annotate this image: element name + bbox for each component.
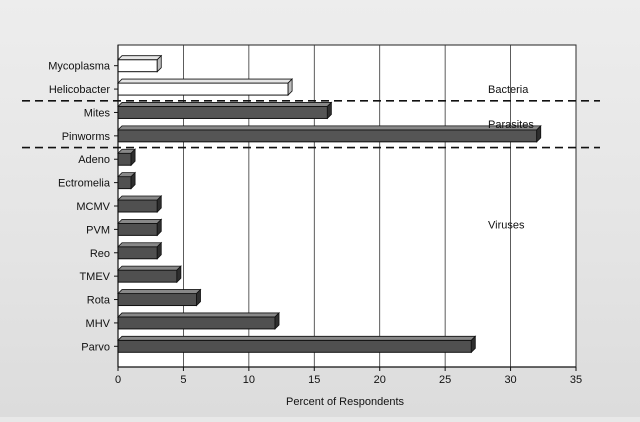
- x-tick-label-15: 15: [308, 374, 321, 386]
- bar-top-mhv: [118, 313, 279, 317]
- x-tick-label-0: 0: [114, 374, 122, 386]
- bar-top-parvo: [118, 336, 475, 340]
- bar-top-rota: [118, 290, 201, 294]
- bar-mycoplasma: [118, 60, 157, 72]
- y-tick-label-ectromelia: Ectromelia: [58, 177, 110, 190]
- bar-pvm: [118, 223, 157, 235]
- bar-adeno: [118, 153, 131, 165]
- bar-parvo: [118, 340, 471, 352]
- x-tick-label-30: 30: [504, 374, 517, 386]
- bar-mhv: [118, 317, 275, 329]
- group-label-parasites: Parasites: [488, 119, 534, 132]
- category-labels: [48, 61, 118, 354]
- y-tick-label-mcmv: MCMV: [76, 201, 110, 213]
- y-tick-label-mites: Mites: [83, 107, 110, 120]
- bar-top-reo: [118, 243, 161, 247]
- bar-tmev: [118, 270, 177, 282]
- bar-pinworms: [118, 130, 537, 142]
- y-tick-label-mycoplasma: Mycoplasma: [48, 60, 110, 73]
- bar-mcmv: [118, 200, 157, 212]
- x-tick-label-10: 10: [242, 374, 255, 386]
- y-tick-label-pinworms: Pinworms: [61, 130, 110, 143]
- y-tick-label-tmev: TMEV: [79, 271, 110, 284]
- group-label-bacteria: Bacteria: [488, 84, 529, 97]
- bar-top-mites: [118, 102, 331, 106]
- y-tick-label-rota: Rota: [86, 294, 110, 307]
- x-tick-label-25: 25: [439, 374, 452, 386]
- bar-helicobacter: [118, 83, 288, 95]
- bar-reo: [118, 247, 157, 259]
- bar-ectromelia: [118, 177, 131, 189]
- bar-top-helicobacter: [118, 79, 292, 83]
- bar-top-pinworms: [118, 126, 541, 130]
- bar-top-pvm: [118, 219, 161, 223]
- y-tick-label-reo: Reo: [89, 247, 110, 260]
- bar-top-mcmv: [118, 196, 161, 200]
- x-tick-label-20: 20: [373, 374, 386, 386]
- y-tick-label-pvm: PVM: [86, 224, 110, 237]
- x-axis-title: Percent of Respondents: [285, 396, 405, 408]
- y-tick-label-adeno: Adeno: [78, 154, 110, 167]
- y-tick-label-parvo: Parvo: [81, 341, 110, 354]
- bar-mites: [118, 106, 327, 118]
- y-tick-label-helicobacter: Helicobacter: [48, 84, 110, 97]
- group-label-viruses: Viruses: [488, 219, 525, 232]
- x-tick-labels: [115, 367, 582, 386]
- bar-rota: [118, 294, 197, 306]
- bar-top-mycoplasma: [118, 56, 161, 60]
- bar-top-tmev: [118, 266, 181, 270]
- y-tick-label-mhv: MHV: [85, 317, 110, 330]
- x-tick-label-5: 5: [180, 374, 187, 386]
- x-tick-label-35: 35: [569, 374, 583, 386]
